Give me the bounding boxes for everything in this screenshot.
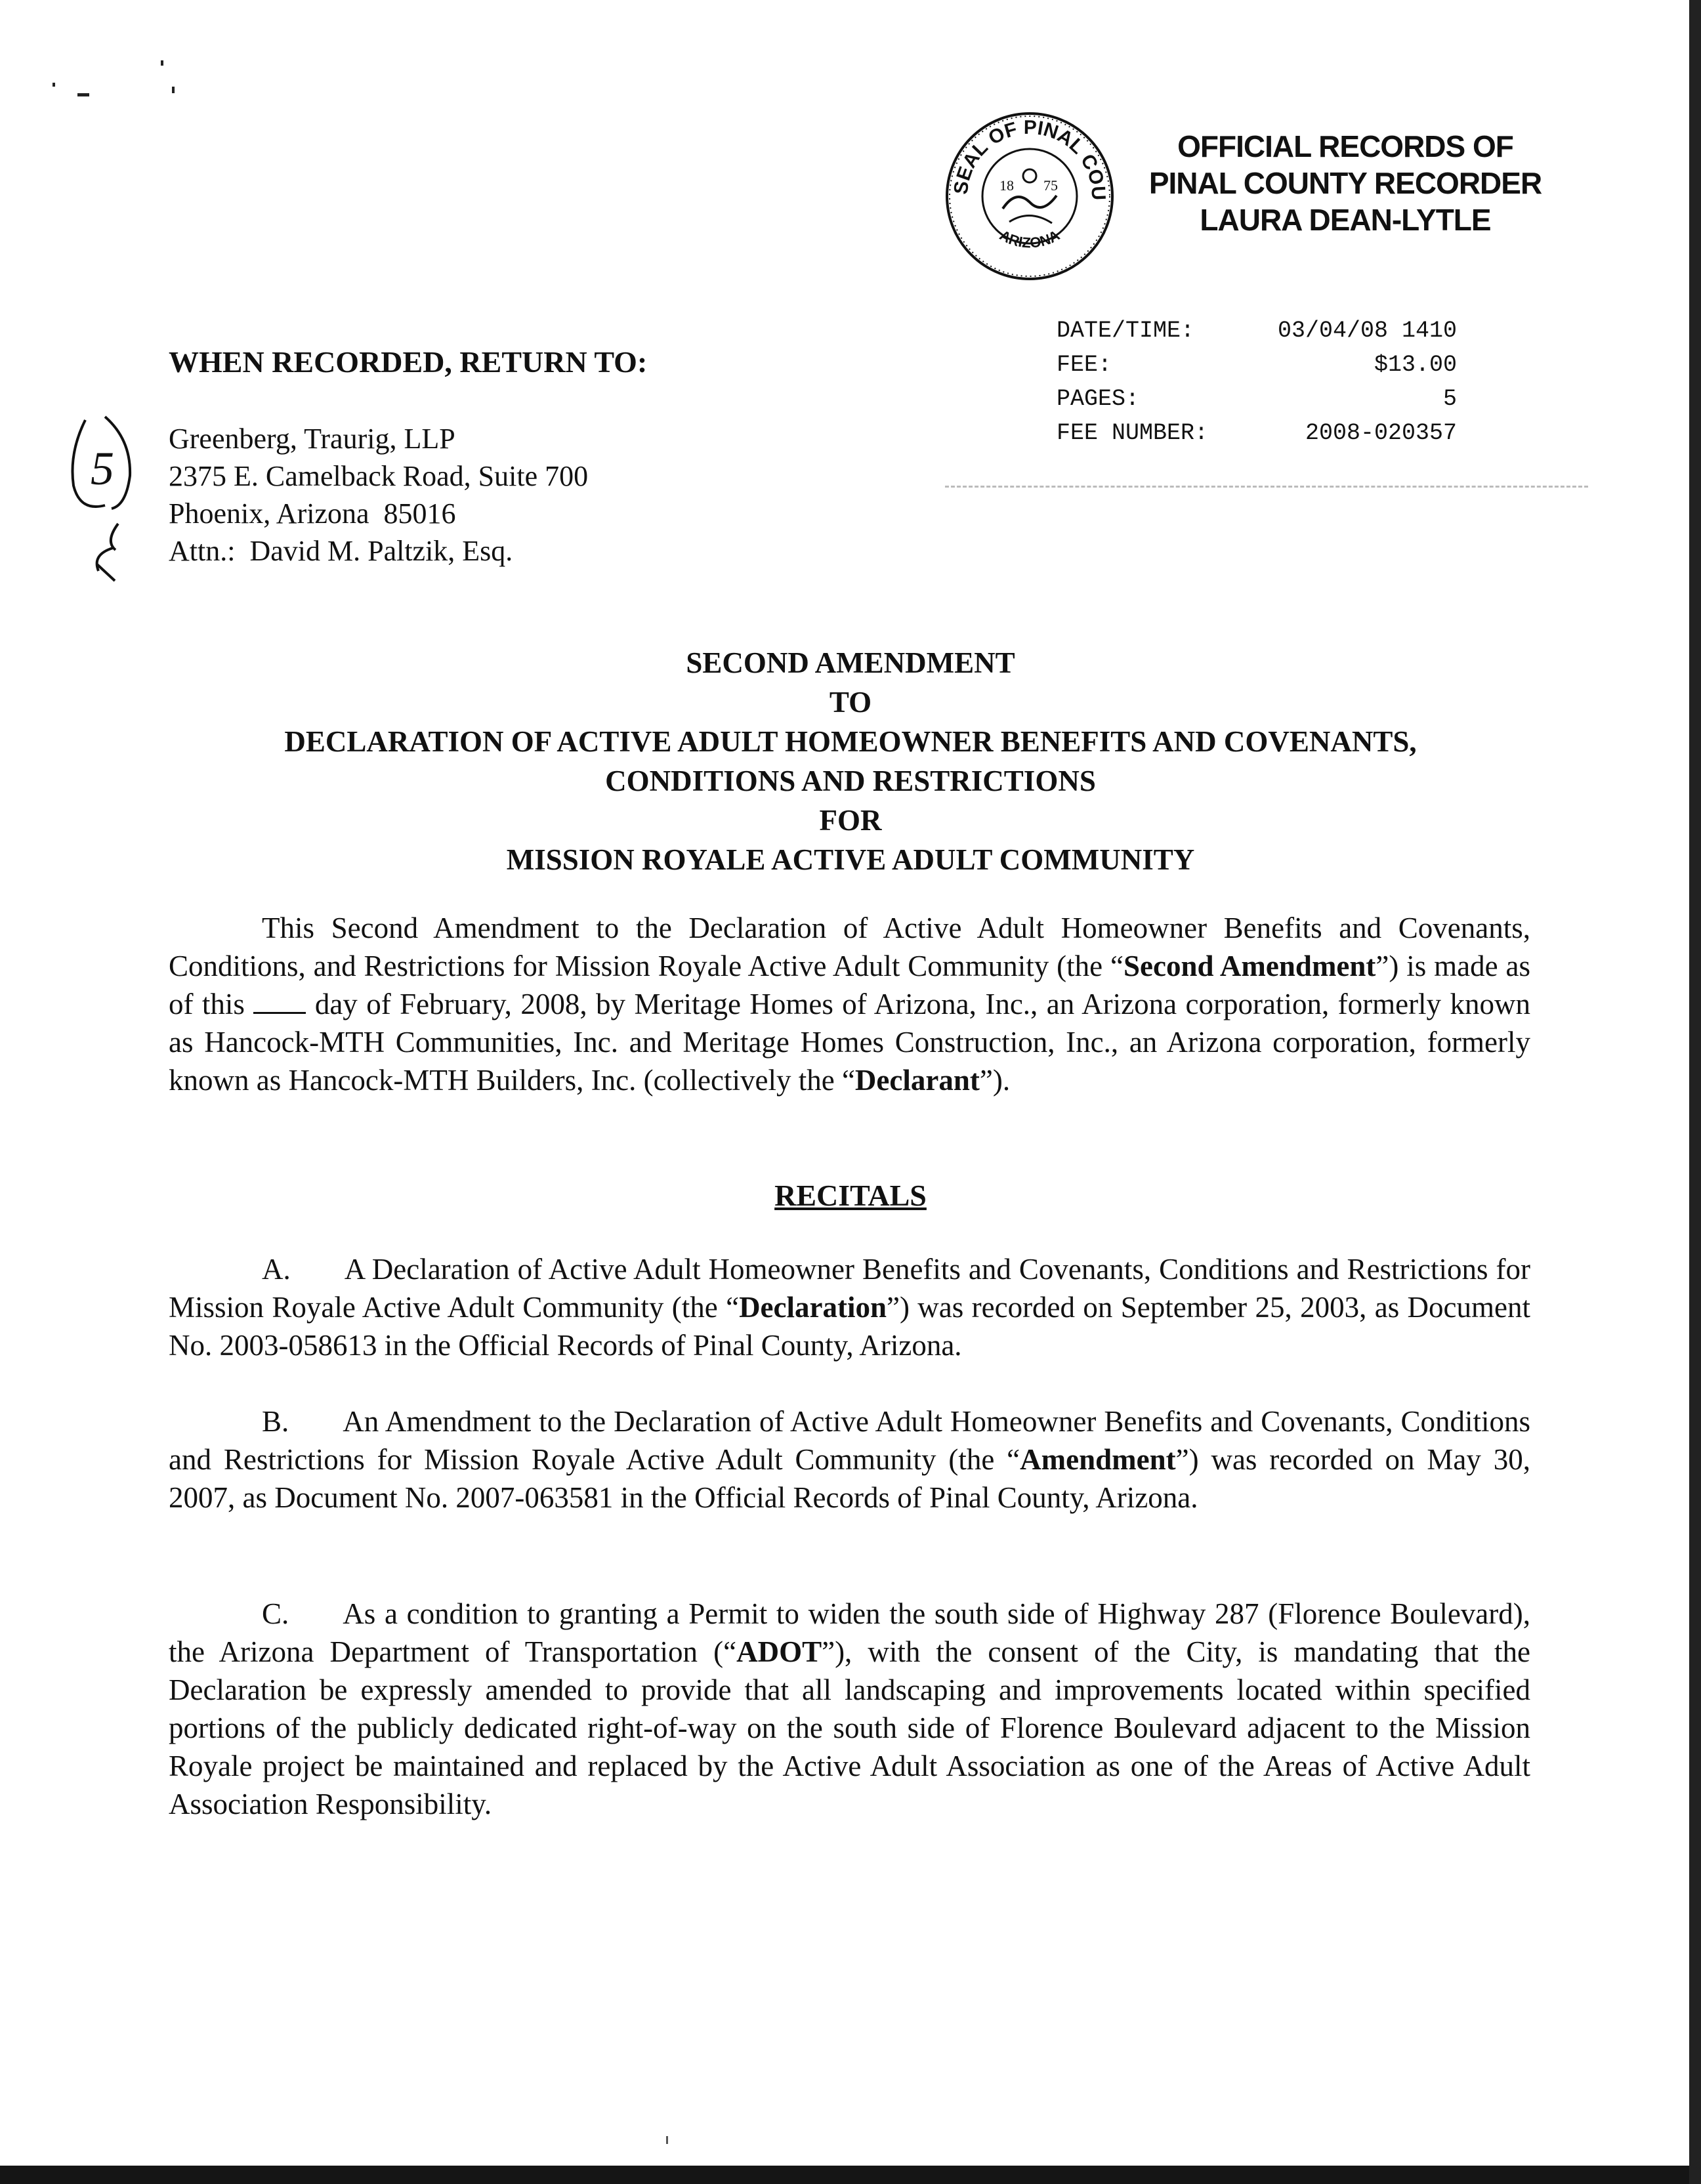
recital-c — [169, 1595, 1530, 1823]
recital-text-2: ”), with the consent of the City, is mandating that the Declaration be expressly amended to provide that all landscaping and improvements located within specified portions of the publicly dedicated right-of-way on the south side of Florence Boulevard adjacent to the Mission Royale project be maintained and replaced by the Active Adult Association as one of the Areas of Active Adult Association Responsibility. — [169, 1635, 1530, 1820]
return-address — [169, 420, 588, 570]
seal-year-right: 75 — [1043, 177, 1058, 194]
address-line: Attn.: David M. Paltzik, Esq. — [169, 535, 513, 567]
recorder-line-1: OFFICIAL RECORDS OF — [1177, 129, 1513, 163]
scan-speck — [666, 2136, 668, 2144]
recording-label: FEE NUMBER: — [1057, 420, 1209, 446]
address-line: 2375 E. Camelback Road, Suite 700 — [169, 460, 589, 492]
document-title — [131, 643, 1570, 879]
recording-value: 5 — [1442, 386, 1457, 412]
seal-ring-top: SEAL OF PINAL COU — [950, 116, 1110, 201]
intro-text-3: day of February, 2008, by Meritage Homes of Arizona, Inc., an Arizona corporation, formerly known as Hancock-MTH Communities, Inc. and Meritage Homes Construction, Inc., an Arizona corporation, formerly known as Hancock-MTH Builders, Inc. (collectively the “ — [169, 988, 1530, 1097]
recorder-line-2: PINAL COUNTY RECORDER — [1148, 166, 1542, 200]
recording-row-datetime — [1057, 314, 1457, 348]
recording-value: $13.00 — [1374, 352, 1457, 378]
title-line-2: TO — [829, 686, 872, 719]
recital-bold-term: Amendment — [1020, 1443, 1176, 1476]
dotted-divider — [945, 486, 1588, 488]
recital-b — [169, 1402, 1530, 1517]
intro-paragraph — [169, 909, 1530, 1099]
recording-label: DATE/TIME: — [1057, 318, 1195, 344]
recording-label: PAGES: — [1057, 386, 1140, 412]
title-line-5: FOR — [819, 804, 882, 837]
recording-row-fee — [1057, 348, 1457, 382]
recital-text-1: An Amendment to the Declaration of Active Adult Homeowner Benefits and Covenants, Conditions and Restrictions for Mission Royale Active Adult Community (the “ — [169, 1405, 1530, 1476]
intro-text-1: This Second Amendment to the Declaration of Active Adult Homeowner Benefits and Covenants, Conditions, and Restrictions for Mission Royale Active Adult Community (the “ — [169, 912, 1530, 982]
intro-bold-term-1: Second Amendment — [1124, 950, 1376, 982]
recital-label: A. — [262, 1253, 291, 1286]
recital-bold-term: Declaration — [739, 1291, 887, 1324]
scan-border-right — [1689, 0, 1701, 2184]
scan-border-bottom — [0, 2166, 1701, 2184]
recording-info — [1057, 314, 1457, 450]
date-blank-line — [253, 988, 306, 1014]
handwritten-number: 5 — [91, 442, 114, 495]
recital-text-1: As a condition to granting a Permit to widen the south side of Highway 287 (Florence Boulevard), the Arizona Department of Transportation (“ — [169, 1597, 1530, 1668]
recitals-heading-text: RECITALS — [774, 1179, 927, 1212]
recording-value: 2008-020357 — [1305, 420, 1457, 446]
return-to-heading: WHEN RECORDED, RETURN TO: — [169, 345, 648, 379]
recital-label: C. — [262, 1597, 289, 1630]
recorder-block — [1142, 128, 1549, 238]
county-seal — [944, 110, 1116, 282]
recording-label: FEE: — [1057, 352, 1112, 378]
recorder-line-3: LAURA DEAN-LYTLE — [1200, 203, 1491, 237]
recital-text-2: ”) was recorded on September 25, 2003, as Document No. 2003-058613 in the Official Records of Pinal County, Arizona. — [169, 1291, 1531, 1362]
scan-speck — [77, 93, 89, 96]
seal-ring-bottom: ARIZONA — [997, 226, 1062, 251]
intro-text-2: ”) is made as of this — [169, 950, 1530, 1020]
recording-row-fee-number — [1057, 416, 1457, 450]
handwritten-annotation — [66, 413, 144, 584]
svg-text:ARIZONA — [997, 227, 1062, 251]
recitals-heading — [0, 1178, 1701, 1213]
address-line: Greenberg, Traurig, LLP — [169, 423, 455, 455]
recording-value: 03/04/08 1410 — [1277, 318, 1457, 344]
recital-bold-term: ADOT — [736, 1635, 822, 1668]
intro-text-4: ”). — [979, 1064, 1011, 1097]
seal-graphic — [944, 110, 1116, 282]
svg-text:THE SEAL OF PINAL COUNTY — [944, 110, 1109, 201]
intro-bold-term-2: Declarant — [854, 1064, 980, 1097]
recital-a — [169, 1250, 1530, 1364]
recording-row-pages — [1057, 382, 1457, 416]
address-line: Phoenix, Arizona 85016 — [169, 497, 456, 530]
scan-speck — [172, 87, 175, 93]
title-line-6: MISSION ROYALE ACTIVE ADULT COMMUNITY — [506, 843, 1195, 876]
scan-speck — [52, 83, 55, 87]
scan-speck — [161, 60, 163, 66]
title-line-4: CONDITIONS AND RESTRICTIONS — [605, 765, 1096, 797]
title-line-3: DECLARATION OF ACTIVE ADULT HOMEOWNER BENEFITS AND COVENANTS, — [284, 725, 1417, 758]
recital-text-1: A Declaration of Active Adult Homeowner Benefits and Covenants, Conditions and Restrictions for Mission Royale Active Adult Community (the “ — [169, 1253, 1530, 1324]
title-line-1: SECOND AMENDMENT — [686, 646, 1015, 679]
seal-year-left: 18 — [999, 177, 1014, 194]
recital-label: B. — [262, 1405, 289, 1438]
seal-emblem-icon — [1003, 196, 1057, 209]
recital-text-2: ”) was recorded on May 30, 2007, as Document No. 2007-063581 in the Official Records of Pinal County, Arizona. — [169, 1443, 1530, 1514]
